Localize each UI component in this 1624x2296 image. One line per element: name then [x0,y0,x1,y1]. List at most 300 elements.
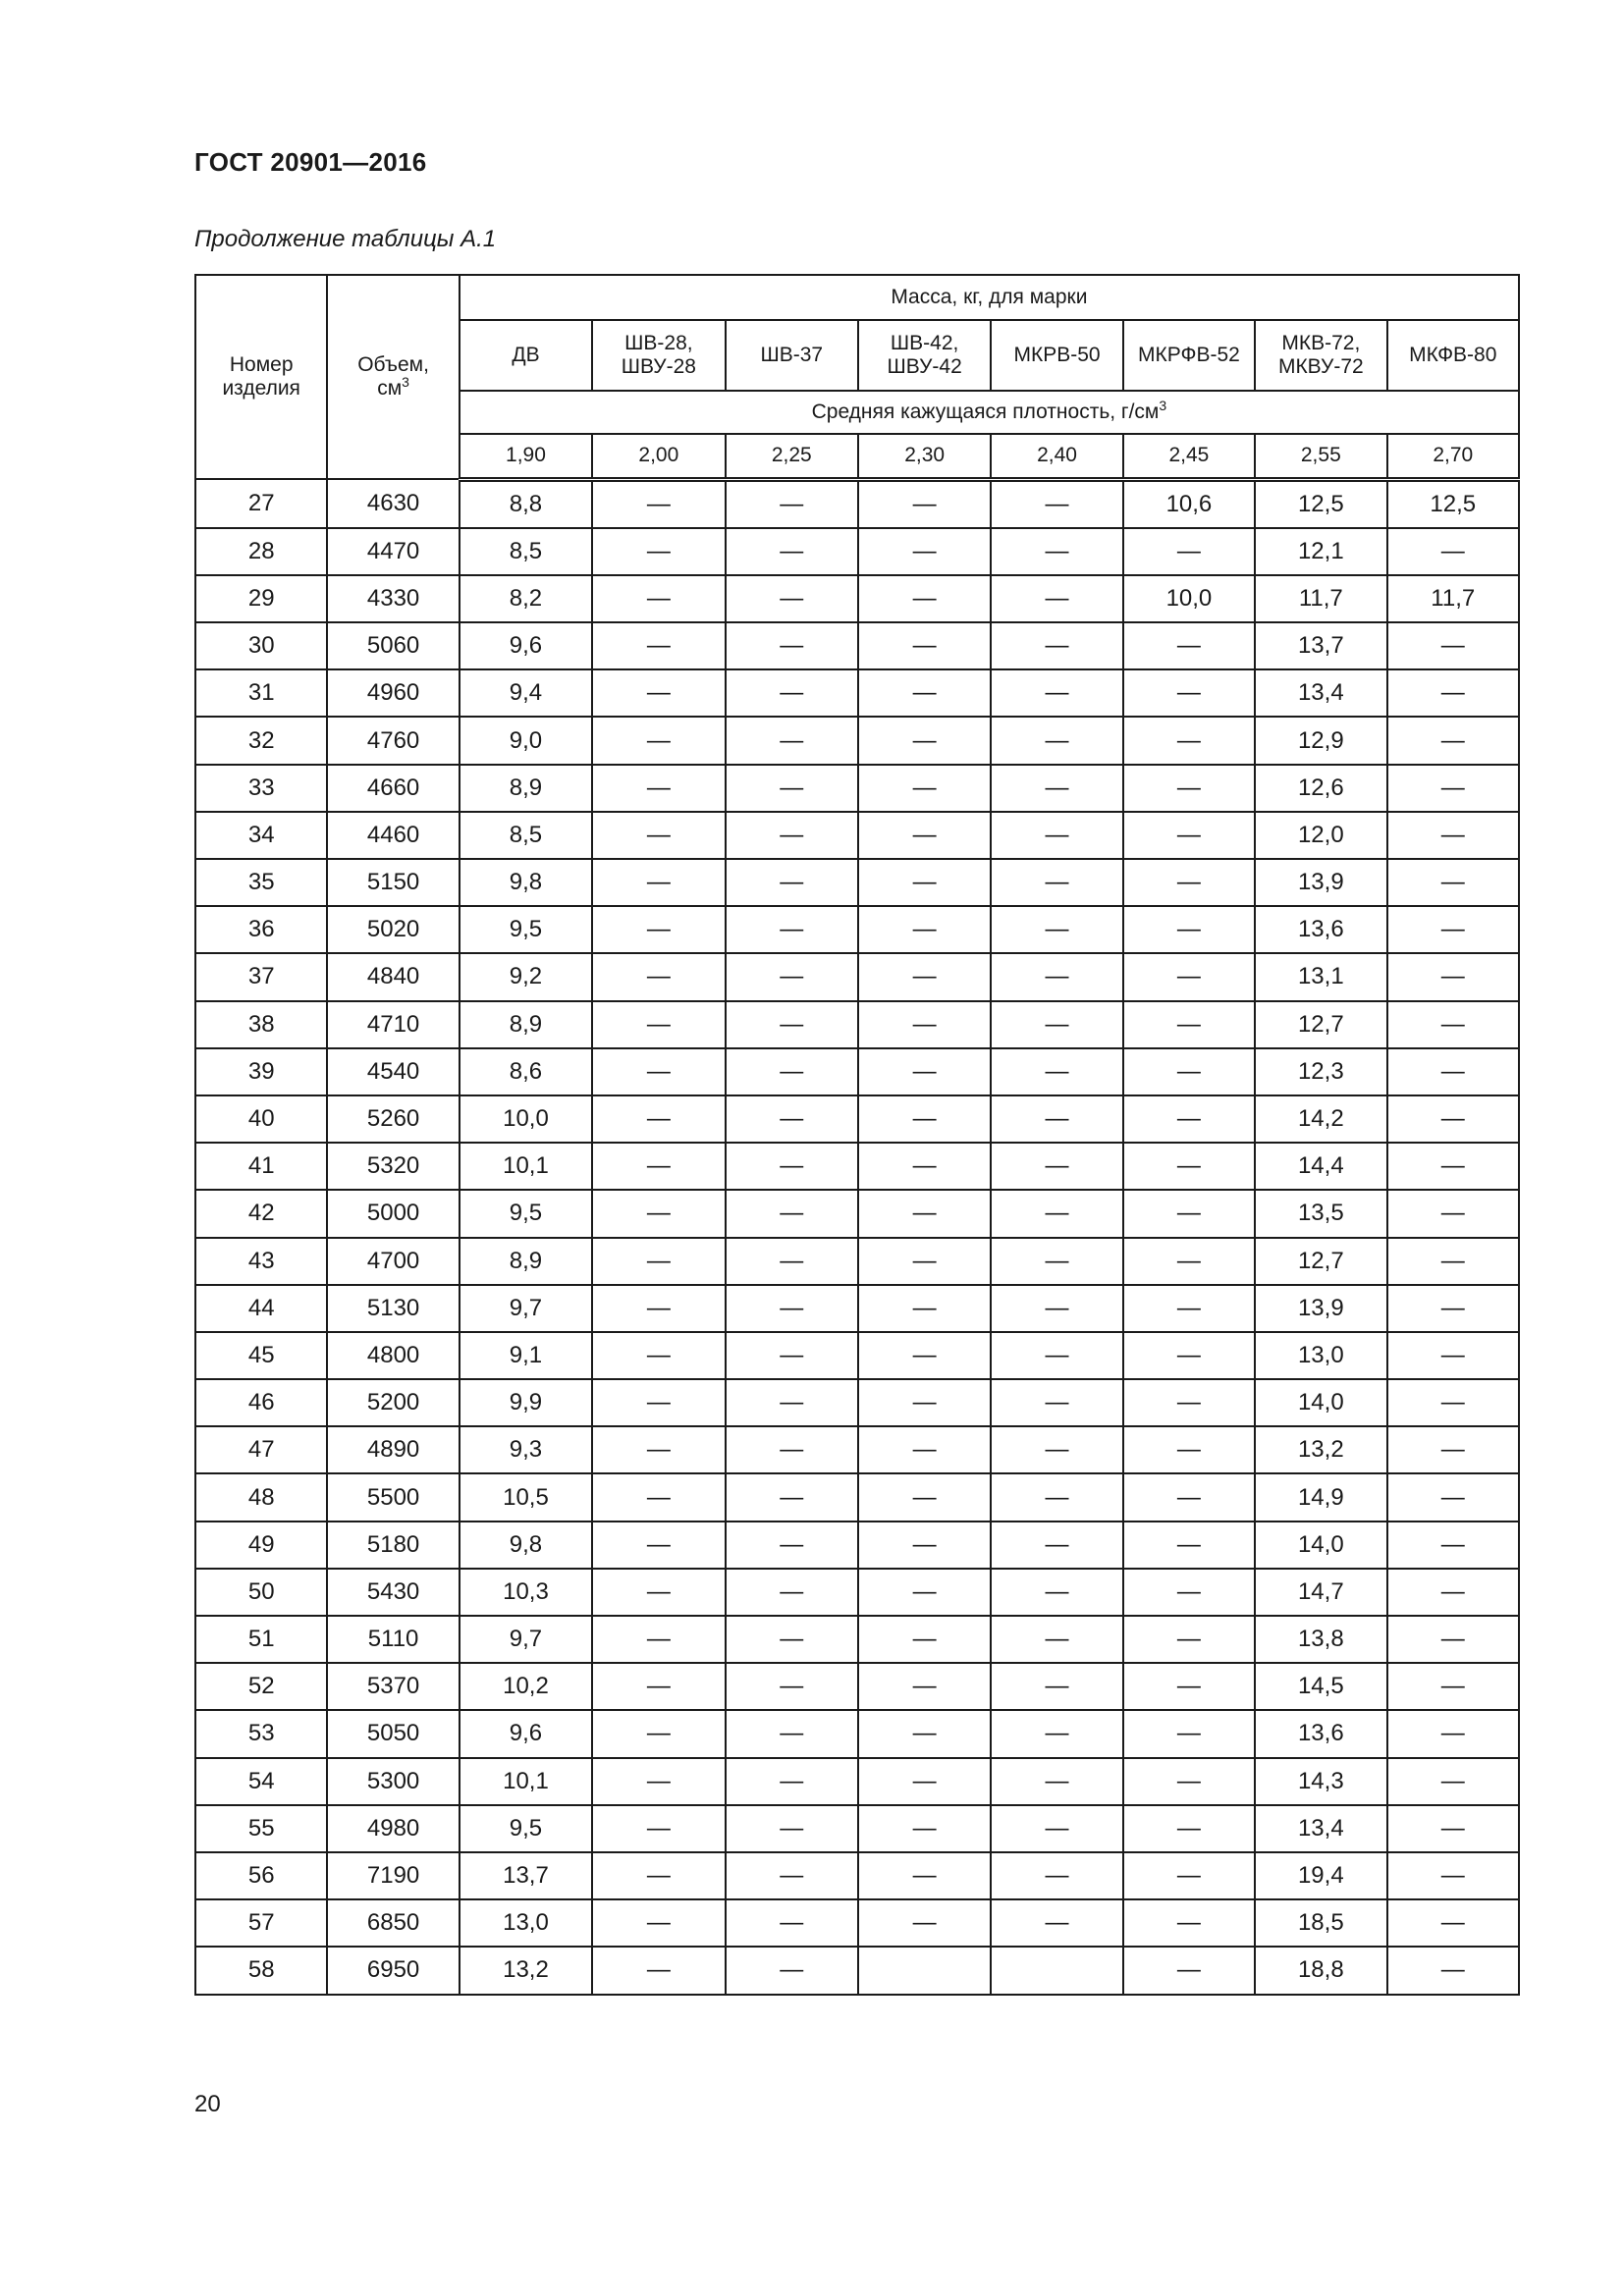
table-cell: — [1123,859,1255,906]
table-cell: 47 [195,1426,327,1473]
table-cell: 5110 [327,1616,459,1663]
table-cell: — [1387,1238,1519,1285]
table-cell: 50 [195,1569,327,1616]
table-cell: 13,7 [460,1852,592,1899]
table-cell: — [592,1473,725,1521]
table-cell: — [858,669,991,717]
table-cell [858,1947,991,1994]
table-cell: — [991,1710,1122,1757]
table-cell: — [1123,528,1255,575]
table-cell: — [858,1143,991,1190]
table-cell: 33 [195,765,327,812]
table-cell: — [1387,1899,1519,1947]
table-cell: — [991,1285,1122,1332]
table-cell: 10,2 [460,1663,592,1710]
table-row [195,1095,1519,1143]
table-cell: 10,0 [460,1095,592,1143]
table-cell: — [1387,1332,1519,1379]
header-grade: ДВ [460,320,592,391]
table-cell: 13,8 [1255,1616,1386,1663]
table-cell: 44 [195,1285,327,1332]
table-cell: 5060 [327,622,459,669]
table-cell: — [1387,1473,1519,1521]
table-cell: — [858,528,991,575]
table-cell: — [991,575,1122,622]
table-cell: — [1123,1663,1255,1710]
mass-table [194,274,1520,1996]
table-cell: 14,0 [1255,1522,1386,1569]
table-cell: 13,6 [1255,906,1386,953]
table-cell: — [1123,1001,1255,1048]
table-cell: — [1123,1379,1255,1426]
table-cell: 34 [195,812,327,859]
table-cell: 30 [195,622,327,669]
table-cell: 12,1 [1255,528,1386,575]
table-cell: — [592,1569,725,1616]
table-cell: 12,6 [1255,765,1386,812]
table-cell: — [991,1899,1122,1947]
table-cell: 31 [195,669,327,717]
table-cell: — [726,1332,858,1379]
table-cell: — [1387,1663,1519,1710]
table-cell: — [1123,1143,1255,1190]
table-cell: 13,9 [1255,1285,1386,1332]
table-cell: — [991,528,1122,575]
header-density [460,391,1519,434]
table-cell: 14,9 [1255,1473,1386,1521]
table-cell: — [592,1616,725,1663]
table-cell: — [726,1899,858,1947]
table-cell: 10,3 [460,1569,592,1616]
table-cell: — [726,1522,858,1569]
table-cell: — [858,1616,991,1663]
header-grade: МКРВ-50 [991,320,1122,391]
table-cell: — [592,1379,725,1426]
table-cell: 14,0 [1255,1379,1386,1426]
table-cell: 5370 [327,1663,459,1710]
table-row [195,622,1519,669]
table-cell: — [858,765,991,812]
table-cell: 29 [195,575,327,622]
table-cell: — [726,1710,858,1757]
table-cell: 12,7 [1255,1238,1386,1285]
table-cell: 9,6 [460,1710,592,1757]
table-cell: — [858,717,991,764]
table-cell: — [592,1758,725,1805]
table-row [195,1947,1519,1994]
header-grade: ШВ-37 [726,320,858,391]
table-cell: — [592,1332,725,1379]
table-cell: 9,7 [460,1616,592,1663]
table-row [195,1758,1519,1805]
table-cell: — [1123,1805,1255,1852]
table-cell: 12,9 [1255,717,1386,764]
table-cell: — [991,1332,1122,1379]
header-density-value: 2,25 [726,434,858,479]
table-cell: — [1387,859,1519,906]
table-cell: — [858,1473,991,1521]
table-cell: — [592,1426,725,1473]
table-cell: 10,1 [460,1143,592,1190]
table-cell: — [1123,1899,1255,1947]
table-cell: — [1387,1095,1519,1143]
table-cell: — [592,765,725,812]
header-density-label: Средняя кажущаяся плотность, г/см [811,400,1160,423]
table-cell: 28 [195,528,327,575]
header-density-value: 2,30 [858,434,991,479]
header-volume-label: Объем, [357,353,429,376]
table-cell: 9,3 [460,1426,592,1473]
table-cell: — [1387,1616,1519,1663]
table-cell: — [991,1616,1122,1663]
table-cell: — [1123,1190,1255,1237]
table-cell: — [592,1710,725,1757]
table-cell: — [991,1473,1122,1521]
table-cell: — [726,1852,858,1899]
table-cell: 13,2 [460,1947,592,1994]
table-cell: — [726,1048,858,1095]
table-row [195,669,1519,717]
table-cell: — [858,1048,991,1095]
table-cell: 56 [195,1852,327,1899]
table-cell: 4760 [327,717,459,764]
header-grade: МКВ-72, МКВУ-72 [1255,320,1386,391]
table-row [195,1899,1519,1947]
table-cell: 46 [195,1379,327,1426]
table-cell: 13,4 [1255,1805,1386,1852]
table-cell: — [726,669,858,717]
table-cell: — [1123,1710,1255,1757]
table-cell: — [726,1805,858,1852]
table-cell: — [991,1001,1122,1048]
table-cell: — [991,1426,1122,1473]
table-cell: — [592,1001,725,1048]
table-cell: 18,8 [1255,1947,1386,1994]
table-cell: — [991,859,1122,906]
header-density-value: 2,40 [991,434,1122,479]
table-cell: — [1387,1426,1519,1473]
table-cell: 35 [195,859,327,906]
table-cell: 8,2 [460,575,592,622]
table-cell: — [991,906,1122,953]
table-cell: — [592,1095,725,1143]
table-cell: — [858,1805,991,1852]
table-row [195,1852,1519,1899]
table-cell: — [858,575,991,622]
table-cell: — [726,953,858,1000]
table-cell: 54 [195,1758,327,1805]
table-row [195,1001,1519,1048]
table-cell: 8,6 [460,1048,592,1095]
table-row [195,906,1519,953]
table-cell: 13,7 [1255,622,1386,669]
table-cell: — [1123,812,1255,859]
header-volume [327,275,459,479]
table-cell: 14,3 [1255,1758,1386,1805]
table-cell: — [1387,765,1519,812]
table-cell: — [726,479,858,528]
table-row [195,479,1519,528]
table-cell: 4960 [327,669,459,717]
table-row [195,1616,1519,1663]
table-cell: — [592,812,725,859]
header-mass: Масса, кг, для марки [460,275,1519,320]
table-cell: 5260 [327,1095,459,1143]
table-cell: — [592,1852,725,1899]
table-cell: 13,0 [460,1899,592,1947]
table-cell: 9,7 [460,1285,592,1332]
table-cell: — [592,1285,725,1332]
table-cell: — [991,1143,1122,1190]
table-cell: 37 [195,953,327,1000]
table-cell: 10,0 [1123,575,1255,622]
table-cell: — [592,906,725,953]
table-cell: 11,7 [1387,575,1519,622]
table-cell: — [1387,669,1519,717]
table-cell: — [991,1522,1122,1569]
table-row [195,528,1519,575]
table-cell: 8,8 [460,479,592,528]
table-cell: — [991,1190,1122,1237]
table-cell: — [1387,1522,1519,1569]
table-cell: — [592,1663,725,1710]
table-cell: 51 [195,1616,327,1663]
table-cell: — [726,1663,858,1710]
table-cell: 4630 [327,479,459,528]
table-cell: 8,9 [460,1001,592,1048]
document-header: ГОСТ 20901—2016 [194,147,427,177]
table-cell: 13,9 [1255,859,1386,906]
table-cell: 36 [195,906,327,953]
table-cell: — [1123,1095,1255,1143]
header-grade: МКРФВ-52 [1123,320,1255,391]
table-cell: — [1387,1569,1519,1616]
table-cell: 53 [195,1710,327,1757]
table-row [195,859,1519,906]
table-row [195,1190,1519,1237]
table-cell: — [858,1285,991,1332]
table-cell: — [592,1143,725,1190]
table-cell: — [726,1758,858,1805]
table-cell: 9,8 [460,1522,592,1569]
header-density-value: 2,45 [1123,434,1255,479]
table-cell: 12,7 [1255,1001,1386,1048]
table-cell: — [858,1852,991,1899]
table-cell: — [1123,953,1255,1000]
table-cell: 9,5 [460,1190,592,1237]
table-cell: — [726,1616,858,1663]
table-cell: 9,9 [460,1379,592,1426]
table-cell: — [1123,717,1255,764]
table-cell: — [592,575,725,622]
table-cell: — [726,1473,858,1521]
table-cell: — [858,1332,991,1379]
table-cell: — [991,1379,1122,1426]
table-cell: 18,5 [1255,1899,1386,1947]
table-cell: — [726,1095,858,1143]
table-cell: 41 [195,1143,327,1190]
header-number: Номер изделия [195,275,327,479]
table-cell: 9,2 [460,953,592,1000]
table-cell: 4540 [327,1048,459,1095]
table-cell: 14,2 [1255,1095,1386,1143]
table-cell: — [858,1569,991,1616]
table-cell: — [1387,1805,1519,1852]
header-density-value: 2,00 [592,434,725,479]
table-cell: — [991,1663,1122,1710]
table-cell: 13,4 [1255,669,1386,717]
table-cell: 12,3 [1255,1048,1386,1095]
table-cell: 19,4 [1255,1852,1386,1899]
table-cell: 32 [195,717,327,764]
table-cell: — [858,1190,991,1237]
table-row [195,1522,1519,1569]
table-cell: 13,2 [1255,1426,1386,1473]
table-cell: 9,1 [460,1332,592,1379]
table-cell: 4700 [327,1238,459,1285]
table-cell: 38 [195,1001,327,1048]
table-cell: — [726,859,858,906]
table-row [195,765,1519,812]
table-cell: 5050 [327,1710,459,1757]
table-cell: — [726,1379,858,1426]
table-row [195,1569,1519,1616]
table-cell: — [726,1001,858,1048]
header-grade: ШВ-28, ШВУ-28 [592,320,725,391]
table-cell: — [991,1852,1122,1899]
table-cell: — [726,1143,858,1190]
table-cell: 14,7 [1255,1569,1386,1616]
table-cell: — [592,953,725,1000]
table-cell: 5150 [327,859,459,906]
table-cell: — [1123,1473,1255,1521]
table-row [195,1143,1519,1190]
table-cell: 13,6 [1255,1710,1386,1757]
table-row [195,1332,1519,1379]
table-cell: — [1387,1710,1519,1757]
table-cell: — [726,717,858,764]
table-row [195,1285,1519,1332]
table-cell: 6950 [327,1947,459,1994]
table-cell: — [1387,717,1519,764]
table-cell: — [1123,1852,1255,1899]
table-row [195,1238,1519,1285]
table-cell: — [592,669,725,717]
table-cell: — [1123,1332,1255,1379]
table-cell: — [726,1569,858,1616]
table-cell: — [1387,528,1519,575]
table-cell: 43 [195,1238,327,1285]
page-number: 20 [194,2091,221,2117]
table-cell: 4800 [327,1332,459,1379]
table-cell: — [1123,1426,1255,1473]
table-cell: — [991,1095,1122,1143]
table-cell: — [726,765,858,812]
table-cell: — [1387,812,1519,859]
table-cell: 5500 [327,1473,459,1521]
table-cell: — [991,717,1122,764]
table-cell: 4460 [327,812,459,859]
table-cell: 55 [195,1805,327,1852]
table-cell: — [592,1899,725,1947]
table-cell [991,1947,1122,1994]
table-cell: — [592,717,725,764]
table-cell: — [858,1426,991,1473]
table-cell: 5430 [327,1569,459,1616]
table-cell: — [592,1947,725,1994]
table-cell: — [1123,906,1255,953]
table-cell: 8,5 [460,528,592,575]
table-row [195,575,1519,622]
table-cell: — [592,622,725,669]
table-cell: — [726,1426,858,1473]
table-row [195,717,1519,764]
table-cell: 8,9 [460,765,592,812]
table-cell: — [592,1048,725,1095]
table-cell: — [1387,906,1519,953]
table-cell: 9,4 [460,669,592,717]
table-row [195,1710,1519,1757]
table-cell: — [991,479,1122,528]
table-cell: 27 [195,479,327,528]
table-cell: 58 [195,1947,327,1994]
table-row [195,1663,1519,1710]
table-cell: 49 [195,1522,327,1569]
table-cell: 4980 [327,1805,459,1852]
table-cell: 9,6 [460,622,592,669]
table-cell: — [991,1805,1122,1852]
header-density-value: 2,70 [1387,434,1519,479]
table-cell: — [1387,1379,1519,1426]
table-cell: 5020 [327,906,459,953]
table-cell: 12,0 [1255,812,1386,859]
table-cell: 11,7 [1255,575,1386,622]
table-cell: 4330 [327,575,459,622]
table-cell: 45 [195,1332,327,1379]
table-cell: 57 [195,1899,327,1947]
table-cell: 14,4 [1255,1143,1386,1190]
table-cell: — [1123,1048,1255,1095]
table-cell: 40 [195,1095,327,1143]
table-cell: — [858,906,991,953]
table-cell: 9,5 [460,1805,592,1852]
table-cell: — [858,1899,991,1947]
table-cell: 8,9 [460,1238,592,1285]
table-cell: — [991,669,1122,717]
table-cell: — [1123,1758,1255,1805]
table-cell: — [726,528,858,575]
table-row [195,953,1519,1000]
table-cell: 5130 [327,1285,459,1332]
header-volume-unit: см [377,377,403,400]
table-cell: — [858,812,991,859]
table-cell: 8,5 [460,812,592,859]
table-cell: — [592,528,725,575]
table-cell: — [1387,1758,1519,1805]
table-cell: 12,5 [1387,479,1519,528]
table-cell: — [991,1758,1122,1805]
table-row [195,1805,1519,1852]
table-cell: — [991,765,1122,812]
table-cell: 52 [195,1663,327,1710]
table-cell: — [726,575,858,622]
table-cell: — [858,622,991,669]
table-cell: 12,5 [1255,479,1386,528]
table-cell: 10,6 [1123,479,1255,528]
table-cell: — [592,859,725,906]
table-cell: 4710 [327,1001,459,1048]
table-caption: Продолжение таблицы А.1 [194,226,497,252]
